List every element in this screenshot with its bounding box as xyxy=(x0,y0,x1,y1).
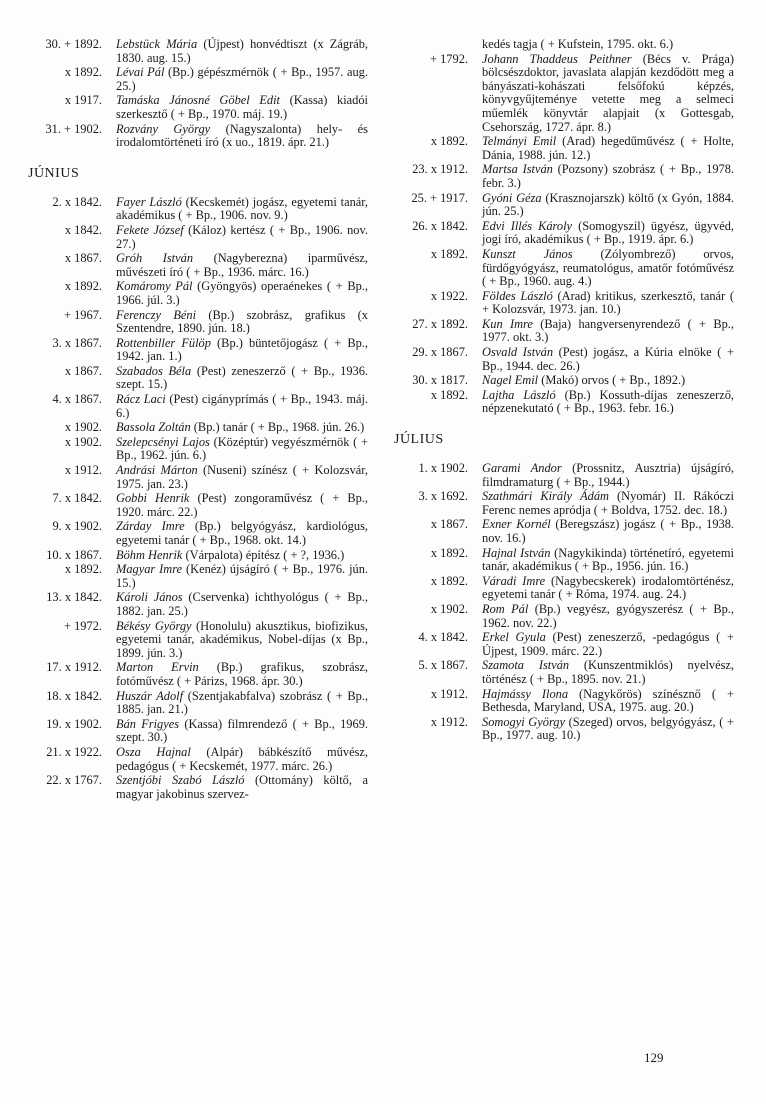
entry-text xyxy=(116,94,368,121)
person-name: Erkel Gyula xyxy=(482,630,546,645)
entry-date: 3. x 1692. xyxy=(418,489,468,504)
person-name: Böhm Henrik xyxy=(116,547,183,562)
entry-description: (Ottomány) költő, a magyar jakobinus szervez- xyxy=(116,773,369,801)
entry-date: 30. + 1892. xyxy=(45,37,102,51)
entry-date: 17. x 1912. xyxy=(46,660,102,675)
entry-text xyxy=(116,38,368,65)
person-name: Szentjóbi Szabó László xyxy=(116,773,245,788)
entry-date: x 1892. xyxy=(430,573,468,588)
entry-description: (Bécs v. Prága) bölcsészdoktor, javaslata alapján kezdődött meg a bányászati-kohászati felsőfokú képzés, könyvgyűjteménye vetette meg a selmeci műemlék könyvtár alapjait (x Gottesgab, Csehország, 1727. ápr. 8.) xyxy=(482,51,734,134)
entry-date: 31. + 1902. xyxy=(45,121,102,136)
entry-description: (Szentjakabfalva) szobrász ( + Bp., 1885. jan. 21.) xyxy=(116,688,368,717)
entry-description: (Kenéz) újságíró ( + Bp., 1976. jún. 15.) xyxy=(116,562,369,590)
entry-row xyxy=(394,688,734,715)
person-name: Rácz Laci xyxy=(116,392,166,407)
person-name: Lajtha László xyxy=(482,387,556,402)
person-name: Bassola Zoltán xyxy=(116,420,191,435)
entry-row xyxy=(394,659,734,686)
entry-row xyxy=(28,123,368,150)
entry-date: x 1892. xyxy=(430,134,468,149)
entry-text xyxy=(482,374,734,388)
entry-description: (Újpest) honvédtiszt (x Zágráb, 1830. aug. 15.) xyxy=(116,37,368,65)
right-column xyxy=(394,38,734,744)
entry-text xyxy=(482,248,734,289)
entry-description: (Gyöngyös) operaénekes ( + Bp., 1966. júl. 3.) xyxy=(116,279,368,307)
person-name: Lebstück Mária xyxy=(116,37,198,51)
entry-text xyxy=(482,547,734,574)
entry-text xyxy=(116,66,368,93)
entry-text xyxy=(116,690,368,717)
entry-text xyxy=(116,365,368,392)
entry-date: 19. x 1902. xyxy=(46,716,102,731)
entry-text xyxy=(482,631,734,658)
entry-description: (Beregszász) jogász ( + Bp., 1938. nov. 16.) xyxy=(482,517,734,545)
entry-date: + 1967. xyxy=(64,307,102,322)
entry-description: (Baja) hangversenyrendező ( + Bp., 1977. okt. 3.) xyxy=(482,316,734,345)
person-name: Marton Ervin xyxy=(116,660,199,675)
entry-text xyxy=(482,603,734,630)
entry-description: (Cservenka) ichthyológus ( + Bp., 1882. jan. 25.) xyxy=(116,590,368,618)
entry-row xyxy=(394,547,734,574)
entry-row xyxy=(28,38,368,65)
entry-date: x 1917. xyxy=(64,93,102,108)
entry-row xyxy=(394,38,734,52)
entry-date: x 1892. xyxy=(64,65,102,80)
entry-row xyxy=(394,220,734,247)
entry-row xyxy=(28,591,368,618)
entry-row xyxy=(28,94,368,121)
entry-description: (Alpár) bábkészítő művész, pedagógus ( + Kecskemét, 1977. márc. 26.) xyxy=(116,744,368,773)
entry-date: 4. x 1867. xyxy=(52,392,102,407)
entry-text xyxy=(482,575,734,602)
entry-text xyxy=(116,280,368,307)
entry-row xyxy=(28,196,368,223)
entry-text xyxy=(116,520,368,547)
entry-row xyxy=(28,436,368,463)
entry-date: x 1912. xyxy=(64,463,102,478)
entry-text xyxy=(116,746,368,773)
person-name: Szathmári Király Ádám xyxy=(482,489,609,504)
entry-row xyxy=(394,163,734,190)
person-name: Andrási Márton xyxy=(116,463,198,478)
entry-description: (Nagyszalonta) hely- és irodalomtörténeti író (x uo., 1819. ápr. 21.) xyxy=(116,121,368,150)
entry-description: (Pest) cigányprímás ( + Bp., 1943. máj. 6.) xyxy=(116,392,368,420)
entry-description: (Arad) hegedűművész ( + Holte, Dánia, 1988. jún. 12.) xyxy=(482,134,734,162)
entry-description: (Bp.) büntetőjogász ( + Bp., 1942. jan. 1.) xyxy=(116,335,368,364)
entry-text xyxy=(482,220,734,247)
person-name: Rozvány György xyxy=(116,121,211,136)
entry-row xyxy=(394,462,734,489)
entry-text xyxy=(482,716,734,743)
entry-date: x 1922. xyxy=(430,288,468,303)
entry-date: x 1867. xyxy=(430,517,468,532)
entry-text xyxy=(482,135,734,162)
entry-row xyxy=(28,492,368,519)
entry-description: (Bp.) gépészmérnök ( + Bp., 1957. aug. 25.) xyxy=(116,65,368,93)
entry-date: 3. x 1867. xyxy=(52,335,102,350)
entry-description: (Krasznojarszk) költő (x Gyón, 1884. jún. 25.) xyxy=(482,190,735,219)
person-name: Rottenbiller Fülöp xyxy=(116,335,211,350)
entry-row xyxy=(28,520,368,547)
entry-text xyxy=(116,661,368,688)
entry-description: (Zólyombrező) orvos, fürdőgyógyász, reumatológus, amatőr fotóművész ( + Bp., 1960. aug. 4.) xyxy=(482,246,734,289)
entry-text xyxy=(116,492,368,519)
person-name: Szelepcsényi Lajos xyxy=(116,434,210,449)
entry-row xyxy=(394,346,734,373)
entry-description: (Káloz) kertész ( + Bp., 1906. nov. 27.) xyxy=(116,222,368,251)
entry-text xyxy=(116,224,368,251)
entry-description: (Nagykőrös) színésznő ( + Bethesda, Maryland, USA, 1975. aug. 20.) xyxy=(482,686,734,715)
entry-row xyxy=(394,603,734,630)
month-heading: JÚLIUS xyxy=(394,432,444,448)
entry-row xyxy=(394,248,734,289)
person-name: Johann Thaddeus Peithner xyxy=(482,51,632,66)
entry-row xyxy=(394,318,734,345)
entry-date: 22. x 1767. xyxy=(46,773,102,788)
entry-description: (Szeged) orvos, belgyógyász, ( + Bp., 1977. aug. 10.) xyxy=(482,714,734,743)
person-name: Somogyi György xyxy=(482,714,566,729)
entry-text xyxy=(482,346,734,373)
entry-description: (Nagybecskerek) irodalomtörténész, egyetemi tanár ( + Róma, 1974. aug. 24.) xyxy=(482,573,735,602)
entry-date: x 1867. xyxy=(64,251,102,266)
entry-description: (Prossnitz, Ausztria) újságíró, filmdramaturg ( + Bp., 1944.) xyxy=(482,461,734,489)
entry-description: (Bp.) Kossuth-díjas zeneszerző, népzenekutató ( + Bp., 1963. febr. 16.) xyxy=(482,387,735,416)
entry-row xyxy=(394,518,734,545)
entry-text xyxy=(482,490,734,517)
entry-row xyxy=(28,746,368,773)
entry-date: x 1902. xyxy=(64,420,102,435)
entry-row xyxy=(28,718,368,745)
entry-row xyxy=(394,192,734,219)
entry-date: 29. x 1867. xyxy=(412,345,468,360)
entry-date: x 1902. xyxy=(64,434,102,449)
entry-description: (Várpalota) építész ( + ?, 1936.) xyxy=(182,547,345,562)
entry-date: 7. x 1842. xyxy=(52,491,102,506)
entry-text xyxy=(116,591,368,618)
entry-row xyxy=(394,135,734,162)
entry-date: x 1892. xyxy=(64,279,102,294)
entry-row xyxy=(28,280,368,307)
entry-description: (Nagyberezna) iparművész, művészeti író ( + Bp., 1936. márc. 16.) xyxy=(116,251,369,279)
person-name: Garami Andor xyxy=(482,461,562,476)
person-name: Gobbi Henrik xyxy=(116,491,190,506)
entry-row xyxy=(394,374,734,388)
person-name: Exner Kornél xyxy=(482,517,551,532)
entry-description: (Kunszentmiklós) nyelvész, történész ( + Bp., 1895. nov. 21.) xyxy=(482,658,734,686)
entry-date: x 1902. xyxy=(430,601,468,616)
entry-description: (Pest) jogász, a Kúria elnöke ( + Bp., 1944. dec. 26.) xyxy=(482,345,735,373)
entry-date: 21. x 1922. xyxy=(46,744,102,759)
entry-date: 23. x 1912. xyxy=(412,162,468,177)
entry-text xyxy=(116,252,368,279)
entry-row xyxy=(394,490,734,517)
entry-date: 2. x 1842. xyxy=(52,194,102,209)
person-name: Magyar Imre xyxy=(116,562,183,577)
person-name: Földes László xyxy=(482,288,553,303)
person-name: Ferenczy Béni xyxy=(116,307,197,322)
entry-description: (Bp.) szobrász, grafikus (x Szentendre, 1890. jún. 18.) xyxy=(116,307,368,336)
entry-date: x 1892. xyxy=(430,246,468,261)
entry-text xyxy=(116,309,368,336)
person-name: Martsa István xyxy=(482,162,553,177)
entry-row xyxy=(394,53,734,135)
entry-row xyxy=(28,224,368,251)
person-name: Gyóni Géza xyxy=(482,190,542,205)
person-name: Szamota István xyxy=(482,658,570,673)
entry-row xyxy=(28,393,368,420)
entry-description: (Pozsony) szobrász ( + Bp., 1978. febr. 3.) xyxy=(482,162,735,190)
entry-text xyxy=(116,337,368,364)
person-name: Váradi Imre xyxy=(482,573,546,588)
entry-date: x 1912. xyxy=(430,686,468,701)
person-name: Hajnal István xyxy=(482,545,551,560)
person-name: Komáromy Pál xyxy=(116,279,193,294)
left-column xyxy=(28,38,368,802)
person-name: Károli János xyxy=(116,590,183,605)
entry-description: (Kecskemét) jogász, egyetemi tanár, akadémikus ( + Bp., 1906. nov. 9.) xyxy=(116,194,368,223)
entry-text xyxy=(482,462,734,489)
month-heading: JÚNIUS xyxy=(28,165,80,181)
entry-description: (Bp.) belgyógyász, kardiológus, egyetemi tanár ( + Bp., 1968. okt. 14.) xyxy=(116,519,368,547)
person-name: Fayer László xyxy=(116,194,182,209)
entry-date: 18. x 1842. xyxy=(46,688,102,703)
entry-text xyxy=(482,192,734,219)
person-name: Rom Pál xyxy=(482,601,529,616)
entry-description: (Kassa) kiadói szerkesztő ( + Bp., 1970. máj. 19.) xyxy=(116,93,368,121)
person-name: Békésy György xyxy=(116,618,192,633)
entry-date: 1. x 1902. xyxy=(418,461,468,476)
entry-text xyxy=(116,464,368,491)
entry-row xyxy=(394,631,734,658)
entry-row xyxy=(394,389,734,416)
entry-date: 27. x 1892. xyxy=(412,316,468,331)
person-name: Huszár Adolf xyxy=(116,688,184,703)
entry-row xyxy=(28,337,368,364)
entry-description: (Pest) zeneszerző, -pedagógus ( + Újpest, 1909. márc. 22.) xyxy=(482,630,734,658)
entry-date: 4. x 1842. xyxy=(418,630,468,645)
page-number: 129 xyxy=(644,1050,664,1065)
entry-description: (Pest) zeneszerző ( + Bp., 1936. szept. 15.) xyxy=(116,363,368,392)
entry-text xyxy=(482,518,734,545)
entry-text xyxy=(482,38,734,52)
entry-description: (Somogyszil) ügyész, ügyvéd, jogi író, akadémikus ( + Bp., 1919. ápr. 6.) xyxy=(482,218,734,247)
person-name: Zárday Imre xyxy=(116,519,185,534)
entry-description: (Bp.) grafikus, szobrász, fotóművész ( + Párizs, 1968. ápr. 30.) xyxy=(116,660,368,688)
person-name: Lévai Pál xyxy=(116,65,165,80)
entry-text xyxy=(116,123,368,150)
entry-date: x 1892. xyxy=(430,545,468,560)
entry-date: x 1842. xyxy=(64,222,102,237)
entry-text xyxy=(482,290,734,317)
entry-description: (Pest) zongoraművész ( + Bp., 1920. márc. 22.) xyxy=(116,491,369,519)
entry-row xyxy=(28,690,368,717)
entry-text xyxy=(116,196,368,223)
entry-date: 26. x 1842. xyxy=(412,218,468,233)
entry-description: (Nyomár) II. Rákóczi Ferenc nemes apródja ( + Boldva, 1752. dec. 18.) xyxy=(482,489,734,517)
entry-text xyxy=(116,549,368,563)
entry-date xyxy=(394,38,482,52)
entry-text xyxy=(482,318,734,345)
entry-description: (Arad) kritikus, szerkesztő, tanár ( + Kolozsvár, 1973. jan. 10.) xyxy=(482,288,734,317)
entry-description: (Kassa) filmrendező ( + Bp., 1969. szept. 30.) xyxy=(116,716,368,745)
entry-date: x 1892. xyxy=(64,562,102,577)
entry-text xyxy=(482,659,734,686)
entry-text xyxy=(482,163,734,190)
entry-row xyxy=(394,290,734,317)
entry-date: x 1892. xyxy=(430,387,468,402)
entry-description: kedés tagja ( + Kufstein, 1795. okt. 6.) xyxy=(482,37,674,51)
entry-date: + 1792. xyxy=(430,51,468,66)
person-name: Osvald István xyxy=(482,345,554,360)
entry-row xyxy=(28,309,368,336)
entry-row xyxy=(28,365,368,392)
person-name: Edvi Illés Károly xyxy=(482,218,573,233)
person-name: Szabados Béla xyxy=(116,363,192,378)
entry-text xyxy=(116,620,368,661)
entry-description: (Nagykikinda) történetíró, egyetemi tanár, akadémikus ( + Bp., 1956. jún. 16.) xyxy=(482,545,734,574)
entry-description: (Makó) orvos ( + Bp., 1892.) xyxy=(538,373,686,388)
entry-row xyxy=(28,563,368,590)
entry-text xyxy=(116,436,368,463)
person-name: Gróh István xyxy=(116,251,194,266)
entry-description: (Nuseni) színész ( + Kolozsvár, 1975. jan. 23.) xyxy=(116,463,368,491)
entry-date: 5. x 1867. xyxy=(418,658,468,673)
person-name: Fekete József xyxy=(116,222,184,237)
entry-description: (Honolulu) akusztikus, biofizikus, egyetemi tanár, akadémikus, Nobel-díjas (x Bp., 1899. jún. 3.) xyxy=(116,618,369,660)
entry-text xyxy=(482,688,734,715)
entry-row xyxy=(394,716,734,743)
entry-date: 30. x 1817. xyxy=(412,373,468,388)
entry-row xyxy=(28,620,368,661)
entry-description: (Középtúr) vegyészmérnök ( + Bp., 1962. jún. 6.) xyxy=(116,434,368,463)
person-name: Hajmássy Ilona xyxy=(482,686,569,701)
person-name: Nagel Emil xyxy=(482,373,539,388)
entry-date: 25. + 1917. xyxy=(411,190,468,205)
entry-row xyxy=(28,252,368,279)
person-name: Bán Frigyes xyxy=(116,716,180,731)
person-name: Telmányi Emil xyxy=(482,134,557,149)
entry-row xyxy=(28,661,368,688)
entry-text xyxy=(116,563,368,590)
entry-row xyxy=(28,421,368,435)
entry-date: 13. x 1842. xyxy=(46,590,102,605)
entry-row xyxy=(394,575,734,602)
entry-description: (Bp.) tanár ( + Bp., 1968. jún. 26.) xyxy=(190,420,365,435)
entry-date: + 1972. xyxy=(64,618,102,633)
entry-date: x 1912. xyxy=(430,714,468,729)
entry-row xyxy=(28,66,368,93)
entry-row xyxy=(28,774,368,801)
entry-date: x 1867. xyxy=(64,363,102,378)
entry-text xyxy=(482,389,734,416)
entry-date: 9. x 1902. xyxy=(52,519,102,534)
person-name: Osza Hajnal xyxy=(116,744,191,759)
entry-text xyxy=(116,774,368,801)
entry-text xyxy=(482,53,734,135)
entry-text xyxy=(116,393,368,420)
entry-date: 10. x 1867. xyxy=(46,547,102,562)
entry-text xyxy=(116,421,368,435)
entry-description: (Bp.) vegyész, gyógyszerész ( + Bp., 1962. nov. 22.) xyxy=(482,601,734,630)
entry-row xyxy=(28,549,368,563)
person-name: Tamáska Jánosné Göbel Edit xyxy=(116,93,280,108)
entry-text xyxy=(116,718,368,745)
person-name: Kunszt János xyxy=(482,246,573,261)
person-name: Kun Imre xyxy=(482,316,533,331)
entry-row xyxy=(28,464,368,491)
